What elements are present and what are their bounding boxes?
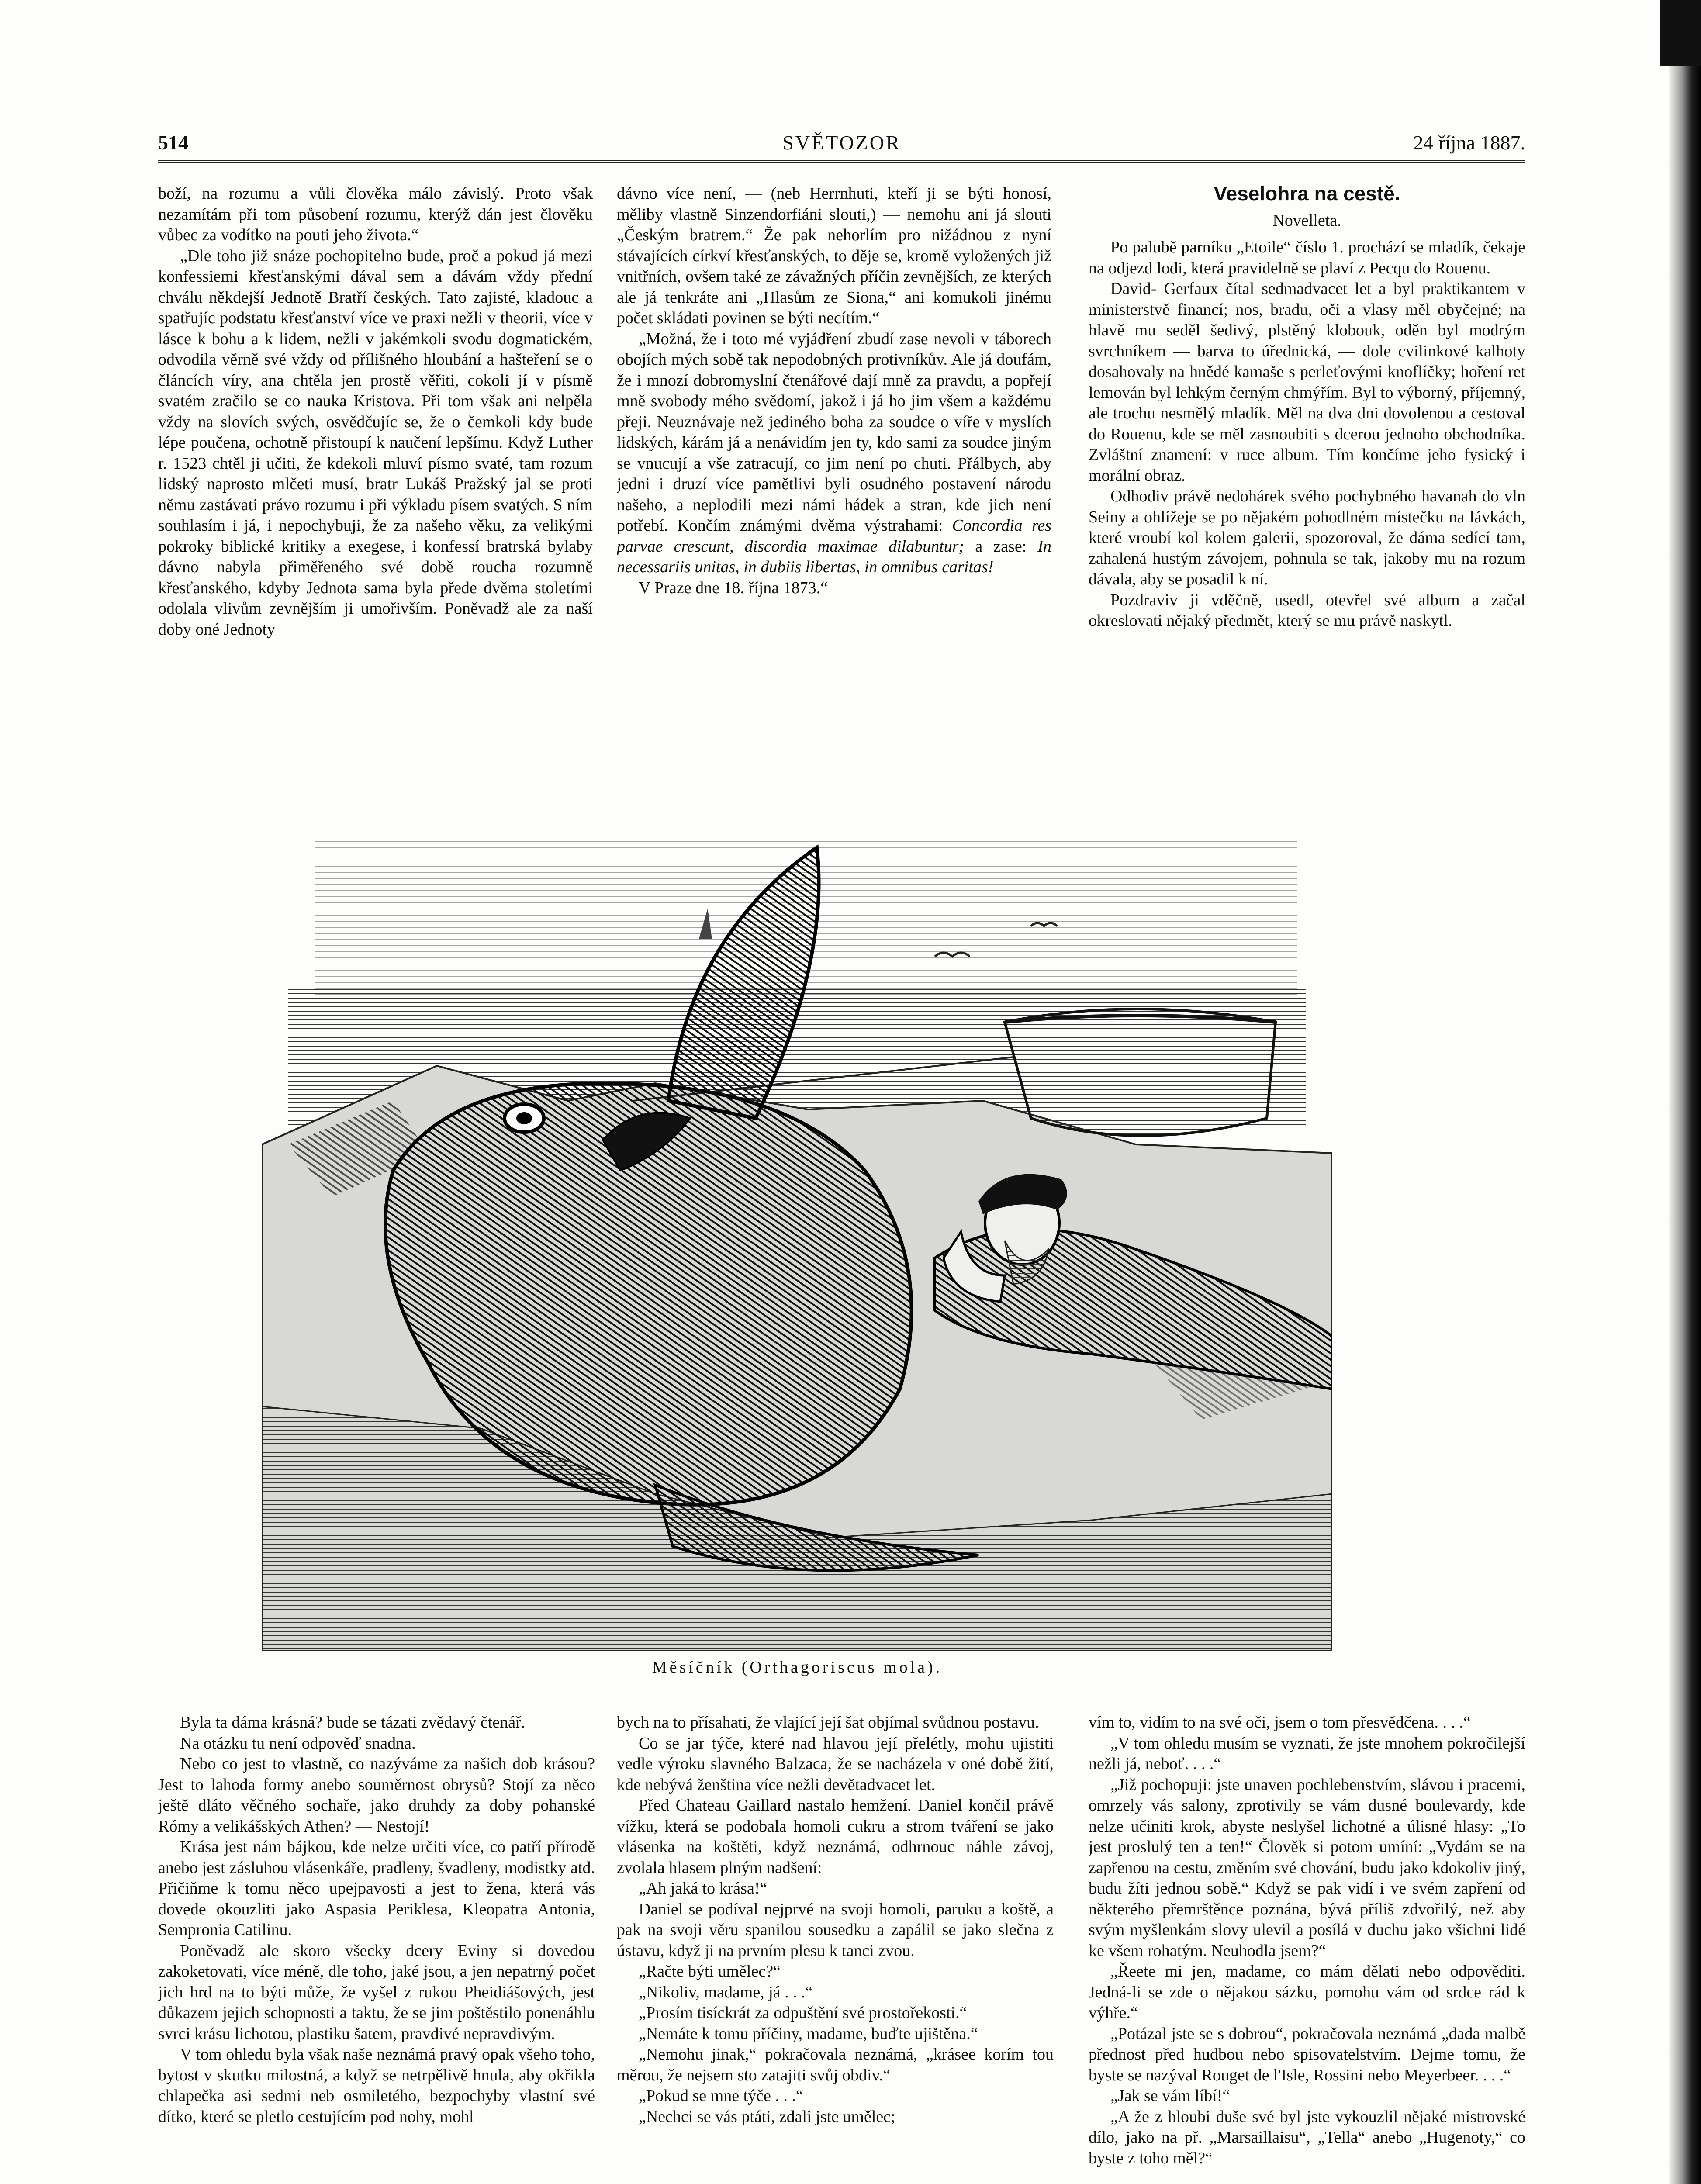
paragraph: David- Gerfaux čítal sedmadvacet let a byl praktikantem v ministerstvě financí; nos, bradu, oči a vlasy měl obyčejné; na hlavě mu seděl šedivý, plstěný klobouk, oděn byl modrým svrchníkem — barva to úřednická, — dole cvilinkové kalhoty dosahovaly na hnědé kamaše s perleťovými knoflíčky; hoření ret lemován byl lehkým černým chmýřím. Byl to výborný, příjemný, ale trochu nesmělý mladík. Měl na dva dni dovolenou a cestoval do Rouenu, kde se měl zasnoubiti s dcerou jednoho obchodníka. Zvláštní znamení: v ruce album. Tím končíme jeho fysický i morální obraz. [1089, 280, 1525, 485]
paragraph: „Nemáte k tomu příčiny, madame, buďte ujištěna.“ [639, 2024, 978, 2043]
story-title: Veselohra na cestě. [1214, 183, 1400, 205]
story-subtitle: Novelleta. [1272, 211, 1341, 230]
column-1 [158, 183, 593, 769]
paragraph-text: a zase: [975, 537, 1027, 556]
paragraph: „Jak se vám líbí!“ [1110, 2087, 1230, 2105]
paragraph: „Nemohu jinak,“ pokračovala neznámá, „krásee korím tou měrou, že nejsem sto zatajiti svůj obdiv.“ [617, 2045, 1054, 2084]
paragraph: „V tom ohledu musím se vyznati, že jste mnohem pokročilejší nežli já, neboť. . . .“ [1089, 1734, 1525, 1773]
rowing-boat [1005, 1009, 1276, 1136]
engraving-svg [262, 839, 1332, 1651]
paragraph [617, 329, 1051, 578]
page-edge-corner [1660, 0, 1701, 66]
paragraph: Byla ta dáma krásná? bude se tázati zvědavý čtenář. [180, 1713, 526, 1731]
running-head [158, 131, 1525, 157]
paragraph: Pozdraviv ji vděčně, usedl, otevřel své album a začal okreslovati nějaký předmět, který se mu právě naskytl. [1089, 591, 1525, 630]
paragraph: Nebo co jest to vlastně, co nazýváme za našich dob krásou? Jest to lahoda formy anebo souměrnost obrysů? Stojí za něco ještě dláto věčného sochaře, jako druhdy za doby pohanské Rómy a velikášských Athen? — Nestojí! [158, 1755, 595, 1835]
paragraph: „Řeete mi jen, madame, co mám dělati nebo odpověditi. Jedná-li se zde o nějakou sázku, pomohu vám od srdce rád k výhře.“ [1089, 1962, 1525, 2022]
sunfish-engraving [262, 839, 1332, 1651]
paragraph: Poněvadž ale skoro všecky dcery Eviny si dovedou zakoketovati, více méně, dle toho, jaké jsou, a jen nepatrný počet jich hrd na to býti může, že vyšel z rukou Pheidiášových, jest důkazem jejich schopnosti a taktu, že se jim poštěstilo ponenáhlu svrci krásu lichotou, plastiku šatem, pravdivé nepravdivým. [158, 1941, 595, 2043]
issue-date: 24 října 1887. [1413, 131, 1525, 154]
paragraph: Před Chateau Gaillard nastalo hemžení. Daniel končil právě vížku, která se podobala homoli cukru a strom tváření se jako vlásenka na koštěti, když neznámá, odhrnouc náhle závoj, zvolala hlasem plným nadšení: [617, 1796, 1054, 1877]
column-5 [617, 1712, 1054, 2184]
paragraph: V tom ohledu byla však naše neznámá pravý opak všeho toho, bytost v skutku milostná, a když se netrpělivě hnula, aby okřikla chlapečka asi sedmi neb osmiletého, bezpochyby vlastní své dítko, které se pletlo cestujícím pod nohy, mohl [158, 2045, 595, 2126]
paragraph: „A že z hloubi duše své byl jste vykouzlil nějaké mistrovské dílo, jako na př. „Marsaillaisu“, „Tella“ anebo „Hugenoty,“ co byste z toho měl?“ [1089, 2107, 1525, 2167]
paragraph: „Pokud se mne týče . . .“ [639, 2087, 803, 2105]
paragraph: bych na to přísahati, že vlající její šat objímal svůdnou postavu. [617, 1713, 1039, 1731]
paragraph: „Nechci se vás ptáti, zdali jste umělec; [639, 2107, 895, 2126]
illustration-caption: Měsíčník (Orthagoriscus mola). [652, 1658, 943, 1676]
journal-title: SVĚTOZOR [782, 131, 901, 154]
column-2 [617, 183, 1051, 769]
paragraph: „Prosím tisíckrát za odpuštění své prostořekosti.“ [639, 2004, 967, 2022]
sunfish-pupil [516, 1112, 532, 1124]
paragraph: Po palubě parníku „Etoile“ číslo 1. prochází se mladík, čekaje na odjezd lodi, která pravidelně se plaví z Pecqu do Rouenu. [1089, 238, 1525, 277]
column-3 [1089, 183, 1525, 769]
paragraph: dávno více není, — (neb Herrnhuti, kteří ji se býti honosí, měliby vlastně Sinzendorfiáni slouti,) — nemohu ani já slouti „Českým bratrem.“ Že pak nehorlím pro nižádnou z nyní stávajících církví křesťanských, to děje se, kromě vyložených již vnitřních, ovšem také ze závažných příčin zevnějších, ze kterých ale já tenkráte ani „Hlasům ze Siona,“ ani komukoli jinému počet skládati povinen se býti necítím.“ [617, 184, 1051, 327]
signature-line: V Praze dne 18. října 1873.“ [639, 578, 828, 597]
paragraph: „Ah jaká to krása!“ [639, 1879, 768, 1897]
paragraph: „Potázal jste se s dobrou“, pokračovala neznámá „dada malbě přednost před hudbou nebo spisovatelstvím. Dejme tomu, že byste se nazýval Rouget de l'Isle, Rossini nebo Meyerbeer. . . .“ [1089, 2024, 1525, 2084]
paragraph: „Již pochopuji: jste unaven pochlebenstvím, slávou i pracemi, omrzely vás salony, zprotivily se vám dusné boulevardy, kde nelze učiniti krok, abyste neslyšel lichotné a úlisné hlasy: „To jest proslulý ten a ten!“ Člověk si potom umíní: „Vydám se na zapřenou na cestu, změním své chování, budu jako kdokoliv jiný, budu žíti jednou sobě.“ Když se pak vidí i ve svém zapření od některého přemrštěnce poznána, bývá příliš zdvořilý, než aby svým myšlenkám slovy ulevil a posílá v duchu jako všichni lidé ke všem rohatým. Neuhodla jsem?“ [1089, 1775, 1525, 1960]
paragraph: „Nikoliv, madame, já . . .“ [639, 1983, 813, 2001]
paragraph: boží, na rozumu a vůli člověka málo závislý. Proto však nezamítám při tom působení rozumu, kterýž dán jest člověku vůbec za vodítko na pouti jeho života.“ [158, 184, 593, 244]
paragraph: „Račte býti umělec?“ [639, 1962, 781, 1980]
paragraph: Co se jar týče, které nad hlavou její přelétly, mohu ujistiti vedle výroku slavného Balzaca, že se nacházela v oné době žití, kde nebývá ženština více nežli devětadvacet let. [617, 1734, 1054, 1794]
paragraph: Krása jest nám bájkou, kde nelze určiti více, co patří přírodě anebo jest zásluhou vlásenkáře, pradleny, švadleny, modistky atd. Přičiňme k tomu něco upejpavosti a jest to žena, která vás dovede okouzliti jako Aspasia Periklesa, Kleopatra Antonia, Sempronia Catilinu. [158, 1838, 595, 1939]
paragraph: Na otázku tu není odpověď snadna. [180, 1734, 416, 1752]
page-edge-shadow [1669, 0, 1701, 2184]
latin-quote: In necessariis unitas, in dubiis libertas, in omnibus caritas! [617, 537, 1051, 576]
paragraph: Daniel se podíval nejprvé na svoji homoli, paruku a koště, a pak na svoji věru spanilou sousedku a zapálil se jako slečna z ústavu, když ji na prvním plesu k tanci zvou. [617, 1900, 1054, 1960]
page-number: 514 [158, 131, 188, 154]
latin-quote: Concordia res parvae crescunt, discordia maximae dilabuntur; [617, 516, 1051, 556]
header-rule [158, 160, 1525, 163]
column-6 [1089, 1712, 1525, 2184]
paragraph: Odhodiv právě nedohárek svého pochybného havanah do vln Seiny a ohlížeje se po nějakém pohodlném místečku na lávkách, které vroubí kol kolem galerii, spozoroval, že dáma sedící tam, zahalená hustým závojem, pohnula se tak, jakoby mu na rozum dávala, aby se posadil k ní. [1089, 487, 1525, 588]
column-4 [158, 1712, 595, 2184]
paragraph: vím to, vidím to na své oči, jsem o tom přesvědčena. . . .“ [1089, 1713, 1471, 1731]
paragraph: „Dle toho již snáze pochopitelno bude, proč a pokud já mezi konfessiemi křesťanskými dával sem a dávám vždy přední chválu někdejší Jednotě Bratří českých. Tato zajisté, kladouc a spatřujíc podstatu křesťanství více ve praxi nežli v theorii, více v lásce k bohu a k lidem, nežli v jakémkoli svodu dogmatickém, odvodila věrně své vždy od přílišného hloubání a hašteření se o článcích víry, ana chtěla jen prostě věřiti, cokoli jí v písmě svatém zračilo se co nauka Kristova. Při tom však ani nelpěla vždy na slovích svých, osvědčujíc se, že o čemkoli kdy bude lépe poučena, ochotně přistoupí k naučení lepšímu. Když Luther r. 1523 chtěl ji učiti, že kdekoli mluví písmo svaté, tam rozum lidský naprosto mlčeti musí, bratr Lukáš Pražský jal se proti němu zastávati právo rozumu i při výkladu písem svatých. S ním souhlasím i já, i nepochybuji, že za našeho věku, za velikými pokroky biblické kritiky a exegese, i konfessí bratrská bylaby dávno nabyla přiměřeného své době roucha rozumně křesťanského, kdyby Jednota sama byla přede dvěma stoletími odolala vlivům zevnějším ji umořivším. Poněvadž ale za naší doby oné Jednoty [158, 246, 593, 639]
paragraph-text: „Možná, že i toto mé vyjádření zbudí zase nevoli v táborech obojích mých sobě tak nepodobných protivníkův. Ale já doufám, že i mnozí dobromyslní čtenářové dají mně za pravdu, a popřejí mně svobody mého svědomí, jakož i já ho jim všem a každému přeji. Neuznávaje než jediného boha za soudce o víře v myslích lidských, kárám já a nenávidím jen ty, kdo sami za soudce jiným se vnucují a vše zatracují, co jim není po chuti. Přálbych, aby jedni i druzí více pamětlivi byli osudného postavení národu našeho, a neplodili mezi námi hádek a stran, kde jich není potřebí. Končím známými dvěma výstrahami: [617, 329, 1051, 535]
